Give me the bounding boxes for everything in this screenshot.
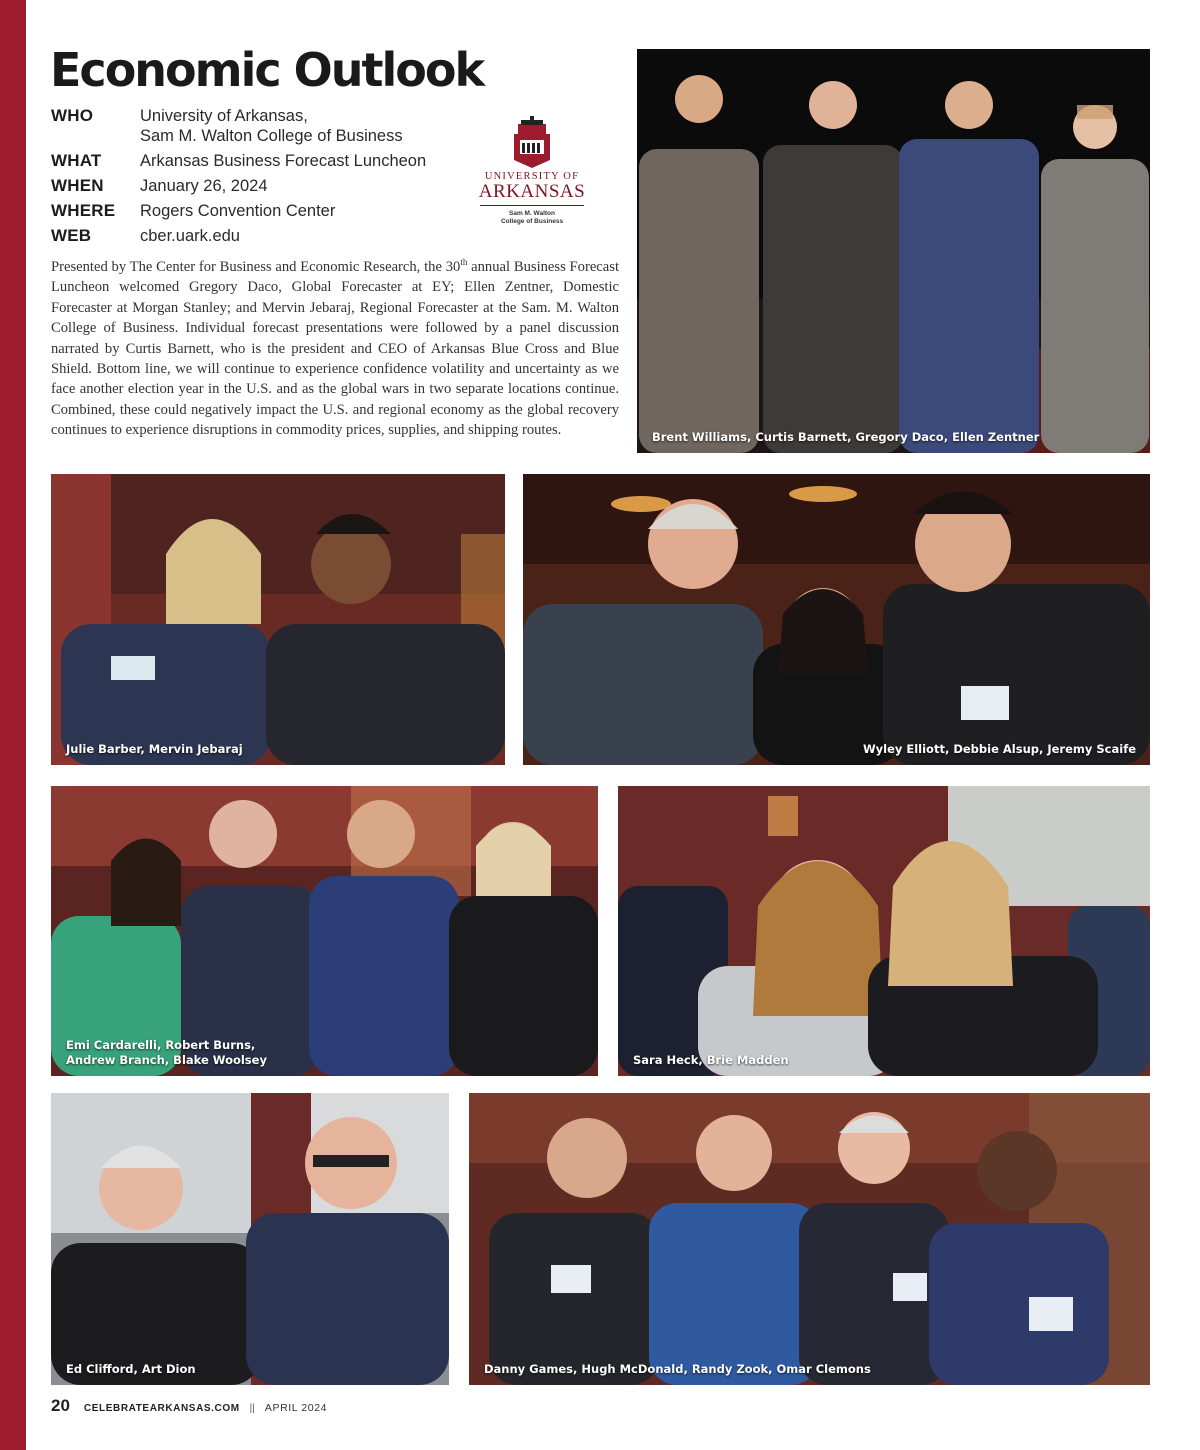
fact-label: WHEN [51, 176, 104, 195]
intro-text-rest: annual Business Forecast Luncheon welcomed Gregory Daco, Global Forecaster at EY; Ellen Zentner, Domestic Forecaster at Morgan Stanley; and Mervin Jebaraj, Regional Forecaster at the Sam. M. Walton College of Business. Individual forecast presentations were followed by a panel discussion narrated by Curtis Barnett, who is the president and CEO of Arkansas Blue Cross and Blue Shield. Bottom line, we will continue to experience confidence volatility and uncertainty as we face another election year in the U.S. and as the global wars in two separate locations continue. Combined, these could negatively impact the U.S. and regional economy as the global recovery continues to experience disruptions in commodity prices, supplies, and shipping routes. [51, 259, 619, 439]
photo-caption: Brent Williams, Curtis Barnett, Gregory Daco, Ellen Zentner [652, 430, 1040, 444]
fact-who [51, 106, 471, 146]
fact-value: University of Arkansas, Sam M. Walton College of Business [140, 107, 403, 145]
fact-label: WHAT [51, 151, 102, 170]
photo-caption: Julie Barber, Mervin Jebaraj [66, 742, 243, 756]
fact-value: Rogers Convention Center [140, 202, 336, 220]
intro-ordinal: th [460, 257, 468, 268]
fact-value: January 26, 2024 [140, 177, 268, 195]
photo-caption: Ed Clifford, Art Dion [66, 1362, 196, 1376]
fact-when [51, 176, 471, 196]
photo-speakers[interactable] [637, 49, 1150, 453]
photo-cardarelli-burns-branch-woolsey[interactable] [51, 786, 598, 1076]
fact-what [51, 151, 471, 171]
photo-heck-madden[interactable] [618, 786, 1150, 1076]
clifford-dion-photo-image [51, 1093, 449, 1385]
photo-games-mcdonald-zook-clemons[interactable] [469, 1093, 1150, 1385]
photo-clifford-dion[interactable] [51, 1093, 449, 1385]
fact-url[interactable]: cber.uark.edu [140, 227, 240, 245]
university-logo [476, 116, 588, 228]
fact-label: WHO [51, 106, 94, 125]
site-link[interactable]: CELEBRATEARKANSAS.COM [83, 1403, 240, 1414]
fact-value: Arkansas Business Forecast Luncheon [140, 152, 427, 170]
logo-text-main: ARKANSAS [478, 181, 586, 202]
logo-divider [480, 205, 584, 206]
cardarelli-group-photo-image [51, 786, 598, 1076]
games-group-photo-image [469, 1093, 1150, 1385]
page-number: 20 [51, 1396, 70, 1415]
issue-date: APRIL 2024 [264, 1402, 328, 1414]
photo-caption: Emi Cardarelli, Robert Burns, Andrew Branch, Blake Woolsey [66, 1038, 267, 1067]
photo-caption: Danny Games, Hugh McDonald, Randy Zook, Omar Clemons [484, 1362, 871, 1376]
fact-label: WHERE [51, 201, 116, 220]
photo-elliott-alsup-scaife[interactable] [523, 474, 1150, 765]
elliott-alsup-scaife-photo-image [523, 474, 1150, 765]
old-main-crest-icon [476, 116, 588, 172]
logo-text-top: UNIVERSITY OF [484, 171, 580, 182]
photo-caption: Wyley Elliott, Debbie Alsup, Jeremy Scaife [862, 742, 1136, 756]
intro-paragraph [51, 257, 619, 441]
page-title: Economic Outlook [50, 43, 484, 97]
event-facts [51, 106, 471, 251]
page-footer [51, 1396, 327, 1416]
intro-text-start: Presented by The Center for Business and Economic Research, the 30 [51, 259, 461, 275]
logo-college: Sam M. Walton College of Business [500, 210, 564, 225]
side-accent-bar [0, 0, 26, 1450]
footer-separator: || [249, 1403, 255, 1414]
fact-web [51, 226, 471, 246]
heck-madden-photo-image [618, 786, 1150, 1076]
photo-caption: Sara Heck, Brie Madden [633, 1053, 789, 1067]
speakers-photo-image [637, 49, 1150, 453]
photo-barber-jebaraj[interactable] [51, 474, 505, 765]
barber-jebaraj-photo-image [51, 474, 505, 765]
fact-label: WEB [51, 226, 92, 245]
fact-where [51, 201, 471, 221]
